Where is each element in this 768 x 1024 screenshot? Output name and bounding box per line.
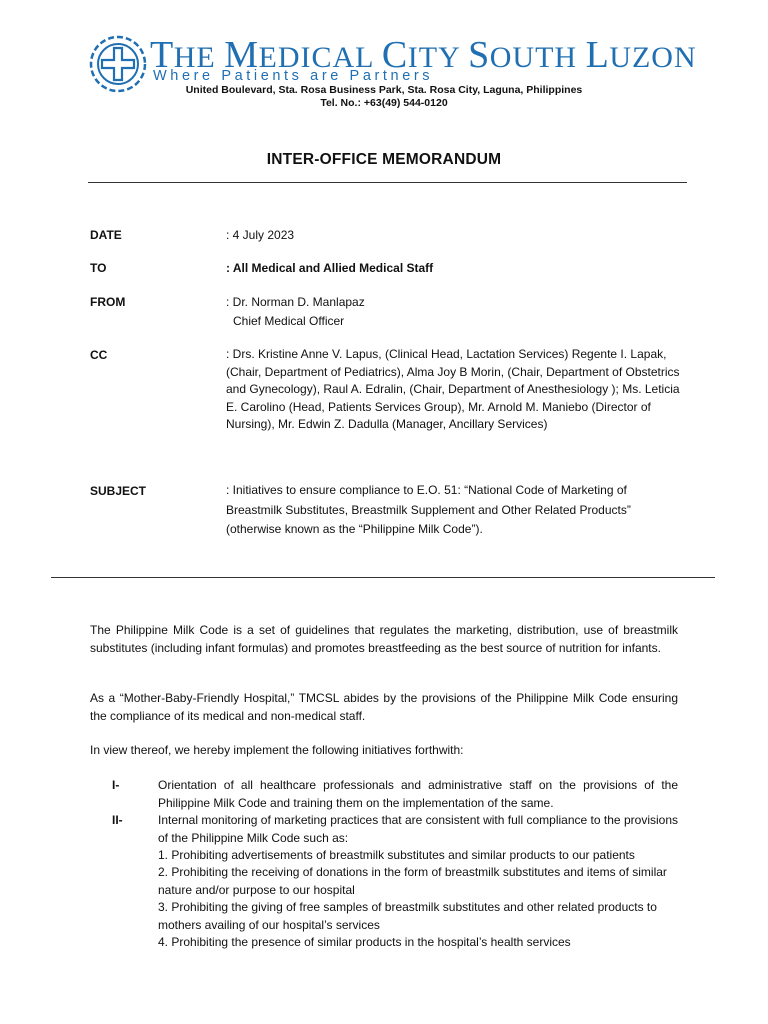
- divider: [88, 182, 687, 183]
- sub-list-item: 2. Prohibiting the receiving of donations in the form of breastmilk substitutes and items of similar nature and/or purpose to our hospital: [158, 865, 667, 897]
- body-paragraph: In view thereof, we hereby implement the following initiatives forthwith:: [90, 743, 464, 757]
- from-label: FROM: [90, 295, 126, 309]
- body-paragraph: The Philippine Milk Code is a set of guidelines that regulates the marketing, distribution, use of breastmilk substitutes (including infant formulas) and promotes breastfeeding as the best source of nutrition for infants.: [90, 623, 678, 655]
- sub-list-item: 4. Prohibiting the presence of similar products in the hospital’s health services: [158, 935, 571, 949]
- list-item-number: II-: [112, 813, 123, 827]
- subject-label: SUBJECT: [90, 484, 147, 498]
- sub-list-item: 1. Prohibiting advertisements of breastmilk substitutes and similar products to our patients: [158, 848, 635, 862]
- from-value-title: Chief Medical Officer: [233, 314, 345, 328]
- subject-value: : Initiatives to ensure compliance to E.O. 51: “National Code of Marketing of Breastmilk Substitutes, Breastmilk Supplement and Other Related Products” (otherwise known as the “Philippine Milk Code”).: [226, 483, 631, 536]
- list-item: Internal monitoring of marketing practices that are consistent with full compliance to the provisions of the Philippine Milk Code such as:: [158, 813, 678, 845]
- from-value-name: : Dr. Norman D. Manlapaz: [226, 295, 365, 309]
- list-item: Orientation of all healthcare professionals and administrative staff on the provisions of the Philippine Milk Code and training them on the implementation of the same.: [158, 778, 678, 810]
- org-name: THE MEDICAL CITY SOUTH LUZON: [150, 34, 697, 76]
- to-label: TO: [90, 261, 107, 275]
- divider: [51, 577, 715, 578]
- cc-value: : Drs. Kristine Anne V. Lapus, (Clinical Head, Lactation Services) Regente I. Lapak, (Chair, Department of Pediatrics), Alma Joy B Morin, (Chair, Department of Obstetrics and Gynecology), Raul A. Edralin, (Chair, Department of Anesthesiology ); Ms. Leticia E. Carolino (Head, Patients Services Group), Mr. Arnold M. Maniebo (Director of Nursing), Mr. Edwin Z. Dadulla (Manager, Ancillary Services): [226, 347, 680, 431]
- list-item-number: I-: [112, 778, 120, 792]
- memo-title: INTER-OFFICE MEMORANDUM: [266, 151, 502, 168]
- telephone: Tel. No.: +63(49) 544-0120: [320, 97, 448, 109]
- body-paragraph: As a “Mother-Baby-Friendly Hospital,” TMCSL abides by the provisions of the Philippine Milk Code ensuring the compliance of its medical and non-medical staff.: [90, 691, 678, 723]
- to-value: : All Medical and Allied Medical Staff: [226, 261, 434, 275]
- sub-list-item: 3. Prohibiting the giving of free samples of breastmilk substitutes and other related products to mothers availing of our hospital’s services: [158, 900, 657, 932]
- date-value: : 4 July 2023: [226, 228, 295, 242]
- cc-label: CC: [90, 348, 108, 362]
- date-label: DATE: [90, 228, 122, 242]
- address: United Boulevard, Sta. Rosa Business Park, Sta. Rosa City, Laguna, Philippines: [185, 84, 583, 96]
- tagline: Where Patients are Partners: [153, 68, 434, 84]
